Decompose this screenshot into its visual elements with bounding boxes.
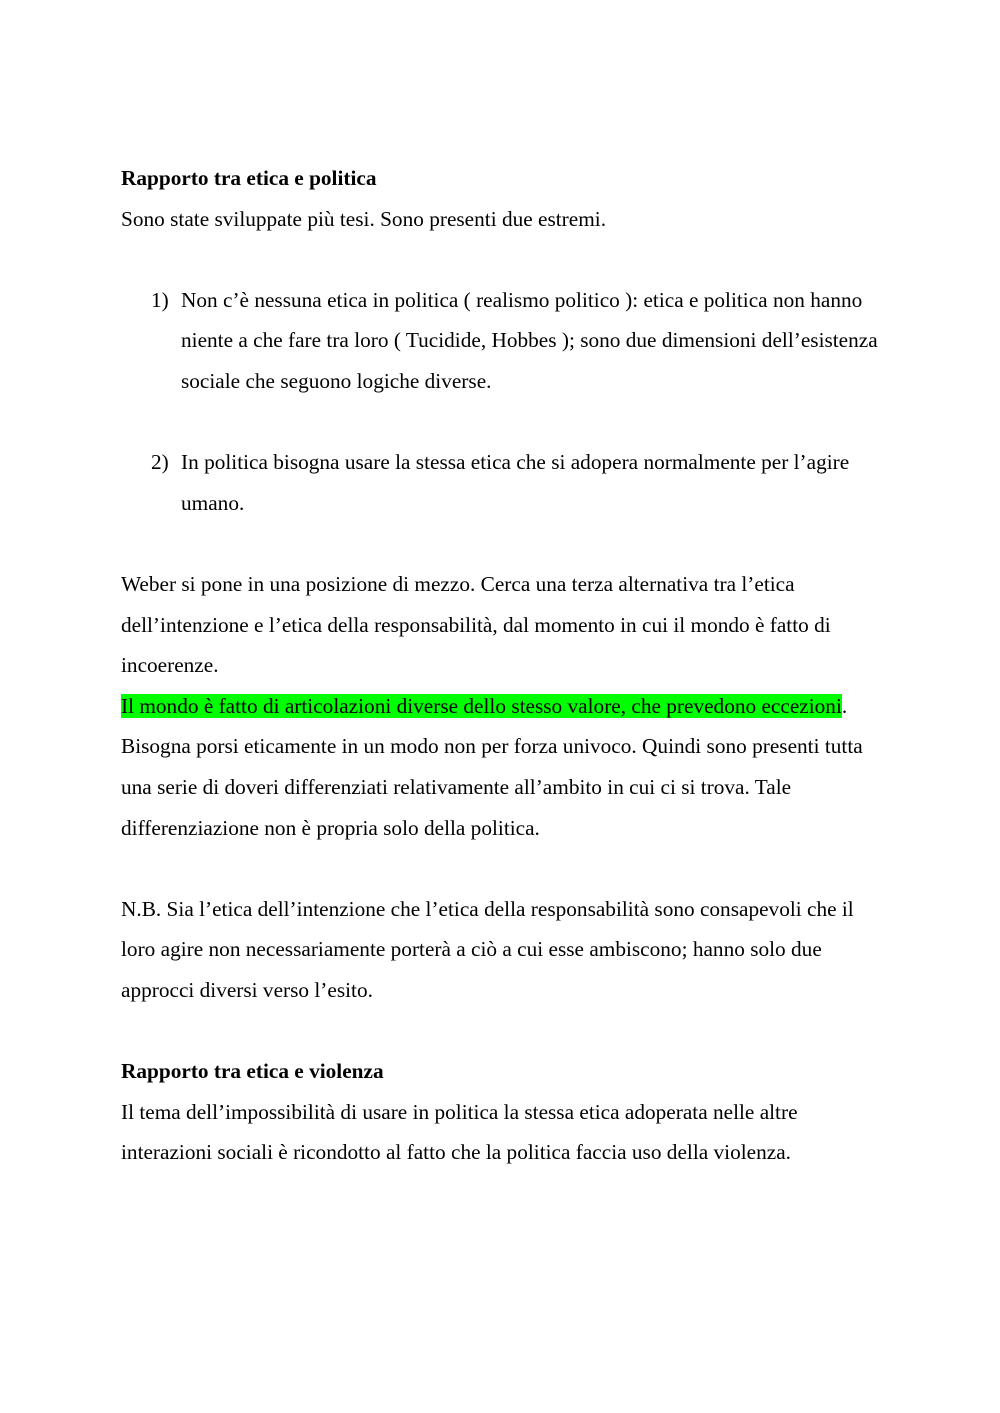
spacer [121, 402, 881, 443]
section-heading-etica-politica: Rapporto tra etica e politica [121, 166, 377, 190]
list-item-text: In politica bisogna usare la stessa etica che si adopera normalmente per l’agire umano. [181, 450, 850, 515]
list-number: 2) [151, 450, 169, 475]
list-item-text: Non c’è nessuna etica in politica ( realismo politico ): etica e politica non hanno niente a che fare tra loro ( Tucidide, Hobbes ); sono due dimensioni dell’esistenza sociale che seguono logiche diverse. [181, 287, 878, 393]
highlighted-paragraph [121, 686, 881, 848]
list-item [121, 280, 881, 402]
intro-paragraph: Sono state sviluppate più tesi. Sono presenti due estremi. [121, 206, 607, 231]
section-heading-etica-violenza: Rapporto tra etica e violenza [121, 1059, 384, 1084]
spacer [121, 1010, 881, 1051]
document-page [121, 158, 881, 1173]
weber-paragraph: Weber si pone in una posizione di mezzo. Cerca una terza alternativa tra l’etica dell’intenzione e l’etica della responsabilità, dal momento in cui il mondo è fatto di incoerenze. [121, 571, 831, 678]
violenza-paragraph: Il tema dell’impossibilità di usare in politica la stessa etica adoperata nelle altre interazioni sociali è ricondotto al fatto che la politica faccia uso della violenza. [121, 1099, 798, 1165]
spacer [121, 239, 881, 280]
spacer [121, 848, 881, 889]
spacer [121, 523, 881, 564]
list-item [121, 442, 881, 523]
highlighted-text: Il mondo è fatto di articolazioni diverse dello stesso valore, che prevedono eccezioni [121, 693, 842, 718]
nb-paragraph: N.B. Sia l’etica dell’intenzione che l’etica della responsabilità sono consapevoli che il loro agire non necessariamente porterà a ciò a cui esse ambiscono; hanno solo due approcci diversi verso l’esito. [121, 896, 854, 1002]
list-number: 1) [151, 287, 169, 312]
paragraph-continuation: . Bisogna porsi eticamente in un modo non per forza univoco. Quindi sono presenti tutta una serie di doveri differenziati relativamente all’ambito in cui ci si trova. Tale differenziazione non è propria solo della politica. [121, 693, 863, 840]
